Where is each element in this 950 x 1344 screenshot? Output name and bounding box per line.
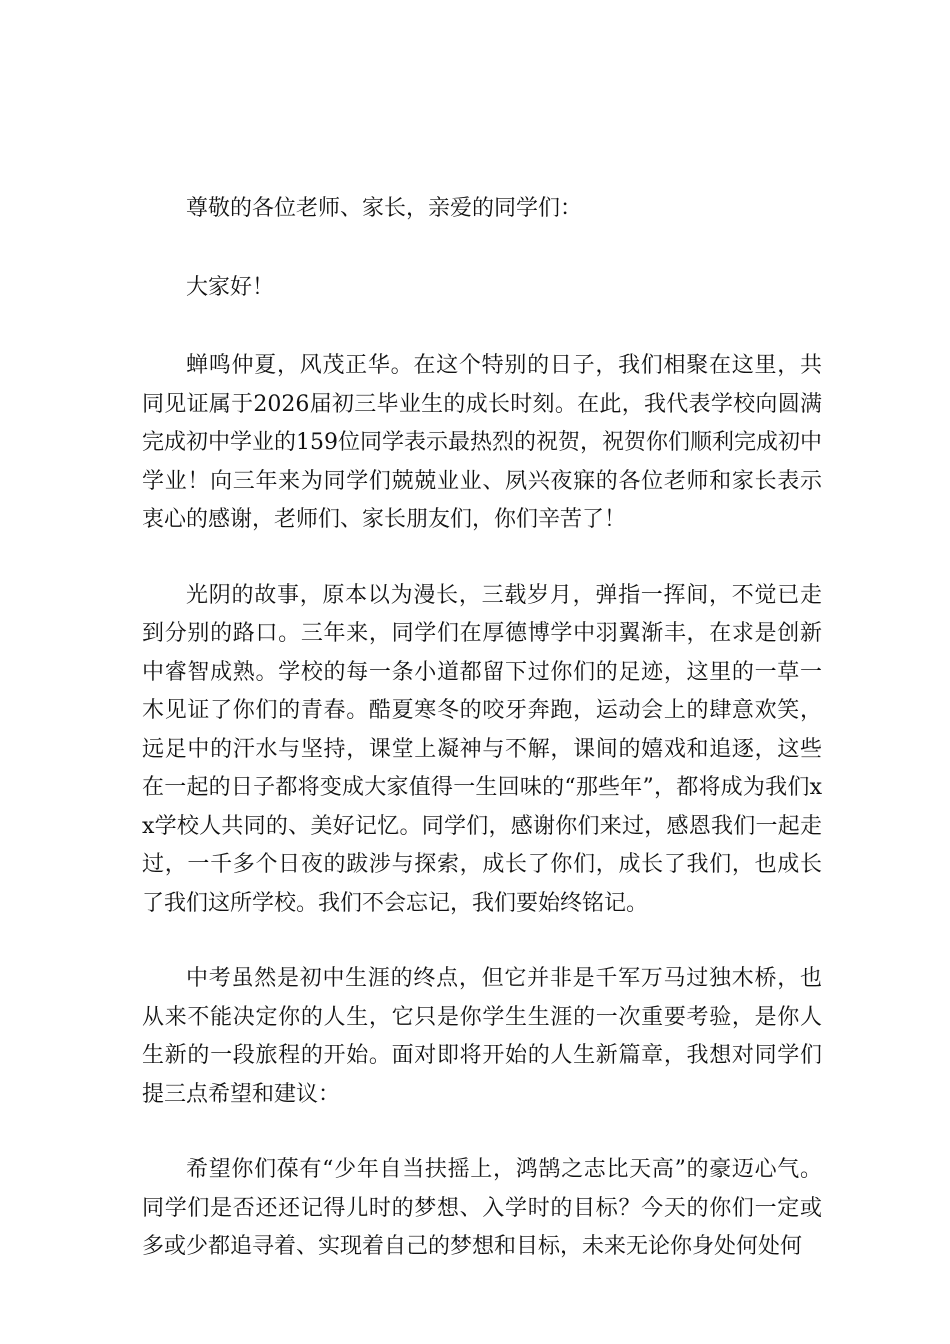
paragraph-hope: 希望你们葆有“少年自当扶摇上，鸿鹄之志比天高”的豪迈心气。同学们是否还还记得儿时的梦想、入学时的目标？今天的你们一定或多或少都追寻着、实现着自己的梦想和目标，未来无论你身处何处何: [142, 1157, 822, 1259]
greeting: 大家好！: [186, 274, 275, 300]
paragraph-exam: 中考虽然是初中生涯的终点，但它并非是千军万马过独木桥，也从来不能决定你的人生，它只是你学生生涯的一次重要考验，是你人生新的一段旅程的开始。面对即将开始的人生新篇章，我想对同学们提三点希望和建议：: [142, 966, 822, 1107]
salutation: 尊敬的各位老师、家长，亲爱的同学们：: [186, 196, 583, 221]
paragraph-memories: 光阴的故事，原本以为漫长，三载岁月，弹指一挥间，不觉已走到分别的路口。三年来，同学们在厚德博学中羽翼渐丰，在求是创新中睿智成熟。学校的每一条小道都留下过你们的足迹，这里的一草一木见证了你们的青春。酷夏寒冬的咬牙奔跑，运动会上的肆意欢笑，远足中的汗水与坚持，课堂上凝神与不解，课间的嬉戏和追逐，这些在一起的日子都将变成大家值得一生回味的“那些年”，都将成为我们xx学校人共同的、美好记忆。同学们，感谢你们来过，感恩我们一起走过，一千多个日夜的跋涉与探索，成长了你们，成长了我们，也成长了我们这所学校。我们不会忘记，我们要始终铭记。: [142, 582, 822, 916]
document-body: [142, 190, 822, 1304]
paragraph-opening: 蝉鸣仲夏，风茂正华。在这个特别的日子，我们相聚在这里，共同见证属于2026届初三毕业生的成长时刻。在此，我代表学校向圆满完成初中学业的159位同学表示最热烈的祝贺，祝贺你们顺利完成初中学业！向三年来为同学们兢兢业业、夙兴夜寐的各位老师和家长表示衷心的感谢，老师们、家长朋友们，你们辛苦了！: [142, 353, 822, 532]
